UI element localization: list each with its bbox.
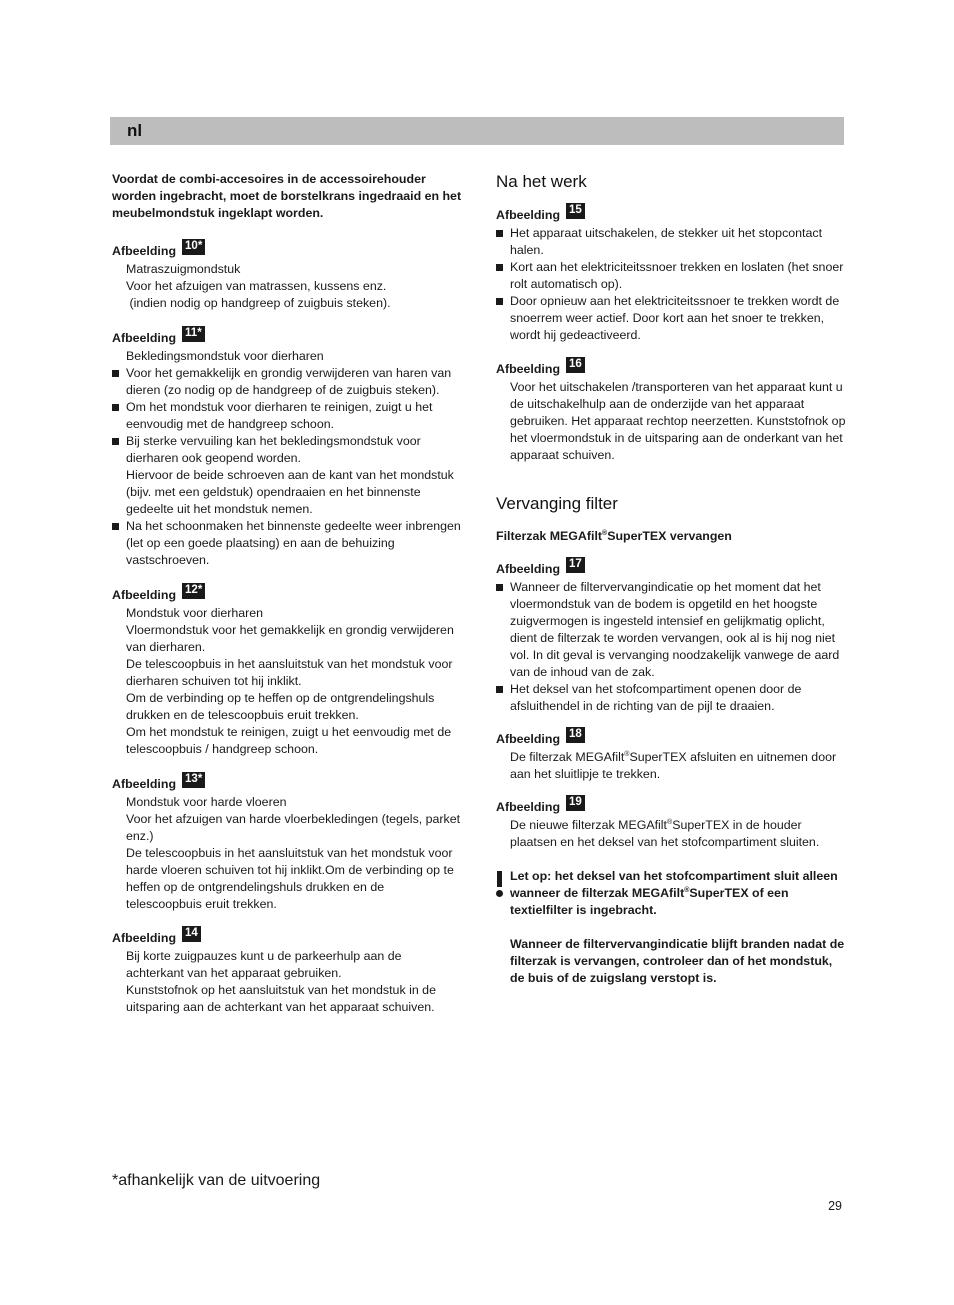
figure-number-badge: 17 [566, 557, 585, 573]
figure-18-text: De filterzak MEGAfilt®SuperTEX afsluiten en uitnemen door aan het sluitlipje te trekken. [510, 750, 837, 781]
figure-text-line: Kunststofnok op het aansluitstuk van het mondstuk in de uitsparing aan de achterkant van het apparaat schuiven. [126, 983, 436, 1014]
figure-19 [496, 798, 846, 851]
footnote: *afhankelijk van de uitvoering [112, 1172, 321, 1189]
square-bullet-icon [112, 404, 119, 411]
page-number: 29 [828, 1199, 842, 1213]
left-column [112, 171, 462, 1016]
figure-10 [112, 242, 462, 312]
figure-text-line: Matraszuigmondstuk [126, 262, 241, 276]
figure-label: Afbeelding 13* [112, 775, 462, 794]
figure-14 [112, 929, 462, 1016]
bullet-item: Wanneer de filtervervangindicatie op het moment dat het vloermondstuk van de bodem is opgetild en het hoogste zuigvermogen is ingesteld intensief en gelijkmatig oplicht, dient de filterzak te worden vervangen, ook al is hij nog niet vol. In dit geval is vervanging noodzakelijk vanwege de aard van de inhoud van de zak. [496, 579, 846, 681]
figure-text-line: Bij korte zuigpauzes kunt u de parkeerhulp aan de achterkant van het apparaat gebruiken. [126, 949, 402, 980]
warning-text-second: Wanneer de filtervervangindicatie blijft branden nadat de filterzak is vervangen, controleer dan of het mondstuk, de buis of de zuigslang verstopt is. [510, 937, 845, 985]
bullet-item: Bij sterke vervuiling kan het bekledingsmondstuk voor dierharen ook geopend worden. Hiervoor de beide schroeven aan de kant van het mondstuk (bijv. met een geldstuk) opendraaien en het binnenste gedeelte uit het mondstuk nemen. [112, 433, 462, 518]
figure-number-badge: 14 [182, 926, 201, 942]
section-title-vervanging-filter: Vervanging filter [496, 494, 618, 513]
figure-number-badge: 15 [566, 203, 585, 219]
figure-label: Afbeelding 15 [496, 206, 846, 225]
figure-number-badge: 12* [182, 583, 205, 599]
bullet-item: Het apparaat uitschakelen, de stekker uit het stopcontact halen. [496, 225, 846, 259]
figure-label: Afbeelding 16 [496, 360, 846, 379]
bullet-item: Door opnieuw aan het elektriciteitssnoer te trekken wordt de snoerrem weer actief. Door kort aan het snoer te trekken, wordt hij gedeactiveerd. [496, 293, 846, 344]
filterbag-subtitle: Filterzak MEGAfilt®SuperTEX vervangen [496, 529, 732, 543]
square-bullet-icon [496, 686, 503, 693]
bullet-item: Voor het gemakkelijk en grondig verwijderen van haren van dieren (zo nodig op de handgreep of de zuigbuis steken). [112, 365, 462, 399]
square-bullet-icon [496, 230, 503, 237]
figure-18 [496, 730, 846, 783]
figure-number-badge: 10* [182, 239, 205, 255]
figure-text-line: Voor het afzuigen van matrassen, kussens enz. [126, 279, 387, 293]
bullet-item: Kort aan het elektriciteitssnoer trekken en loslaten (het snoer rolt automatisch op). [496, 259, 846, 293]
figure-text-line: (indien nodig op handgreep of zuigbuis steken). [126, 296, 391, 310]
language-code: nl [127, 121, 143, 140]
figure-number-badge: 13* [182, 772, 205, 788]
figure-label: Afbeelding 14 [112, 929, 462, 948]
warning-note [496, 868, 846, 987]
figure-text-line: Om het mondstuk te reinigen, zuigt u het eenvoudig met de telescoopbuis / handgreep schoon. [126, 725, 452, 756]
figure-bullet-list [112, 365, 462, 569]
square-bullet-icon [112, 438, 119, 445]
figure-17 [496, 560, 846, 715]
figure-number-badge: 18 [566, 727, 585, 743]
figure-text-line: Om de verbinding op te heffen op de ontgrendelingshuls drukken en de telescoopbuis eruit trekken. [126, 691, 435, 722]
square-bullet-icon [496, 298, 503, 305]
figure-label: Afbeelding 10* [112, 242, 462, 261]
figure-number-badge: 11* [182, 326, 205, 342]
figure-label: Afbeelding 18 [496, 730, 846, 749]
right-column [496, 171, 846, 987]
figure-16-text: Voor het uitschakelen /transporteren van het apparaat kunt u de uitschakelhulp aan de onderzijde van het apparaat gebruiken. Het apparaat rechtop neerzetten. Kunststofnok op het vloermondstuk in de uitsparing aan de onderkant van het apparaat schuiven. [510, 380, 846, 462]
square-bullet-icon [496, 264, 503, 271]
exclamation-icon [496, 871, 503, 897]
figure-13 [112, 775, 462, 913]
figure-17-bullets [496, 579, 846, 715]
figure-number-badge: 19 [566, 795, 585, 811]
square-bullet-icon [112, 370, 119, 377]
figure-label: Afbeelding 17 [496, 560, 846, 579]
intro-text: Voordat de combi-accesoires in de accessoirehouder worden ingebracht, moet de borstelkrans ingedraaid en het meubelmondstuk ingeklapt worden. [112, 172, 462, 220]
figure-text-line: Voor het afzuigen van harde vloerbekledingen (tegels, parket enz.) [126, 812, 461, 843]
figure-text-line: Bekledingsmondstuk voor dierharen [126, 349, 324, 363]
figure-text-line: De telescoopbuis in het aansluitstuk van het mondstuk voor dierharen schuiven tot hij inklikt. [126, 657, 453, 688]
figure-19-text: De nieuwe filterzak MEGAfilt®SuperTEX in de houder plaatsen en het deksel van het stofcompartiment sluiten. [510, 818, 820, 849]
figure-number-badge: 16 [566, 357, 585, 373]
figure-16 [496, 360, 846, 464]
figure-11 [112, 329, 462, 569]
figure-label: Afbeelding 19 [496, 798, 846, 817]
section-title-na-het-werk: Na het werk [496, 172, 587, 191]
figure-text-line: Mondstuk voor harde vloeren [126, 795, 287, 809]
left-figures [112, 242, 462, 1016]
language-header-bar [110, 117, 844, 145]
figure-15-bullets [496, 225, 846, 344]
bullet-item: Het deksel van het stofcompartiment openen door de afsluithendel in de richting van de pijl te draaien. [496, 681, 846, 715]
square-bullet-icon [496, 584, 503, 591]
figure-label: Afbeelding 12* [112, 586, 462, 605]
warning-text: Let op: het deksel van het stofcompartiment sluit alleen wanneer de filterzak MEGAfilt®SuperTEX of een textielfilter is ingebracht. [510, 869, 838, 917]
figure-15 [496, 206, 846, 344]
bullet-item: Na het schoonmaken het binnenste gedeelte weer inbrengen (let op een goede plaatsing) en aan de behuizing vastschroeven. [112, 518, 462, 569]
figure-label: Afbeelding 11* [112, 329, 462, 348]
figure-text-line: De telescoopbuis in het aansluitstuk van het mondstuk voor harde vloeren schuiven tot hij inklikt.Om de verbinding op te heffen op de ontgrendelingshuls drukken en de telescoopbuis eruit trekken. [126, 846, 454, 911]
figure-text-line: Vloermondstuk voor het gemakkelijk en grondig verwijderen van dierharen. [126, 623, 454, 654]
bullet-item: Om het mondstuk voor dierharen te reinigen, zuigt u het eenvoudig met de handgreep schoon. [112, 399, 462, 433]
figure-12 [112, 586, 462, 758]
square-bullet-icon [112, 523, 119, 530]
figure-text-line: Mondstuk voor dierharen [126, 606, 264, 620]
